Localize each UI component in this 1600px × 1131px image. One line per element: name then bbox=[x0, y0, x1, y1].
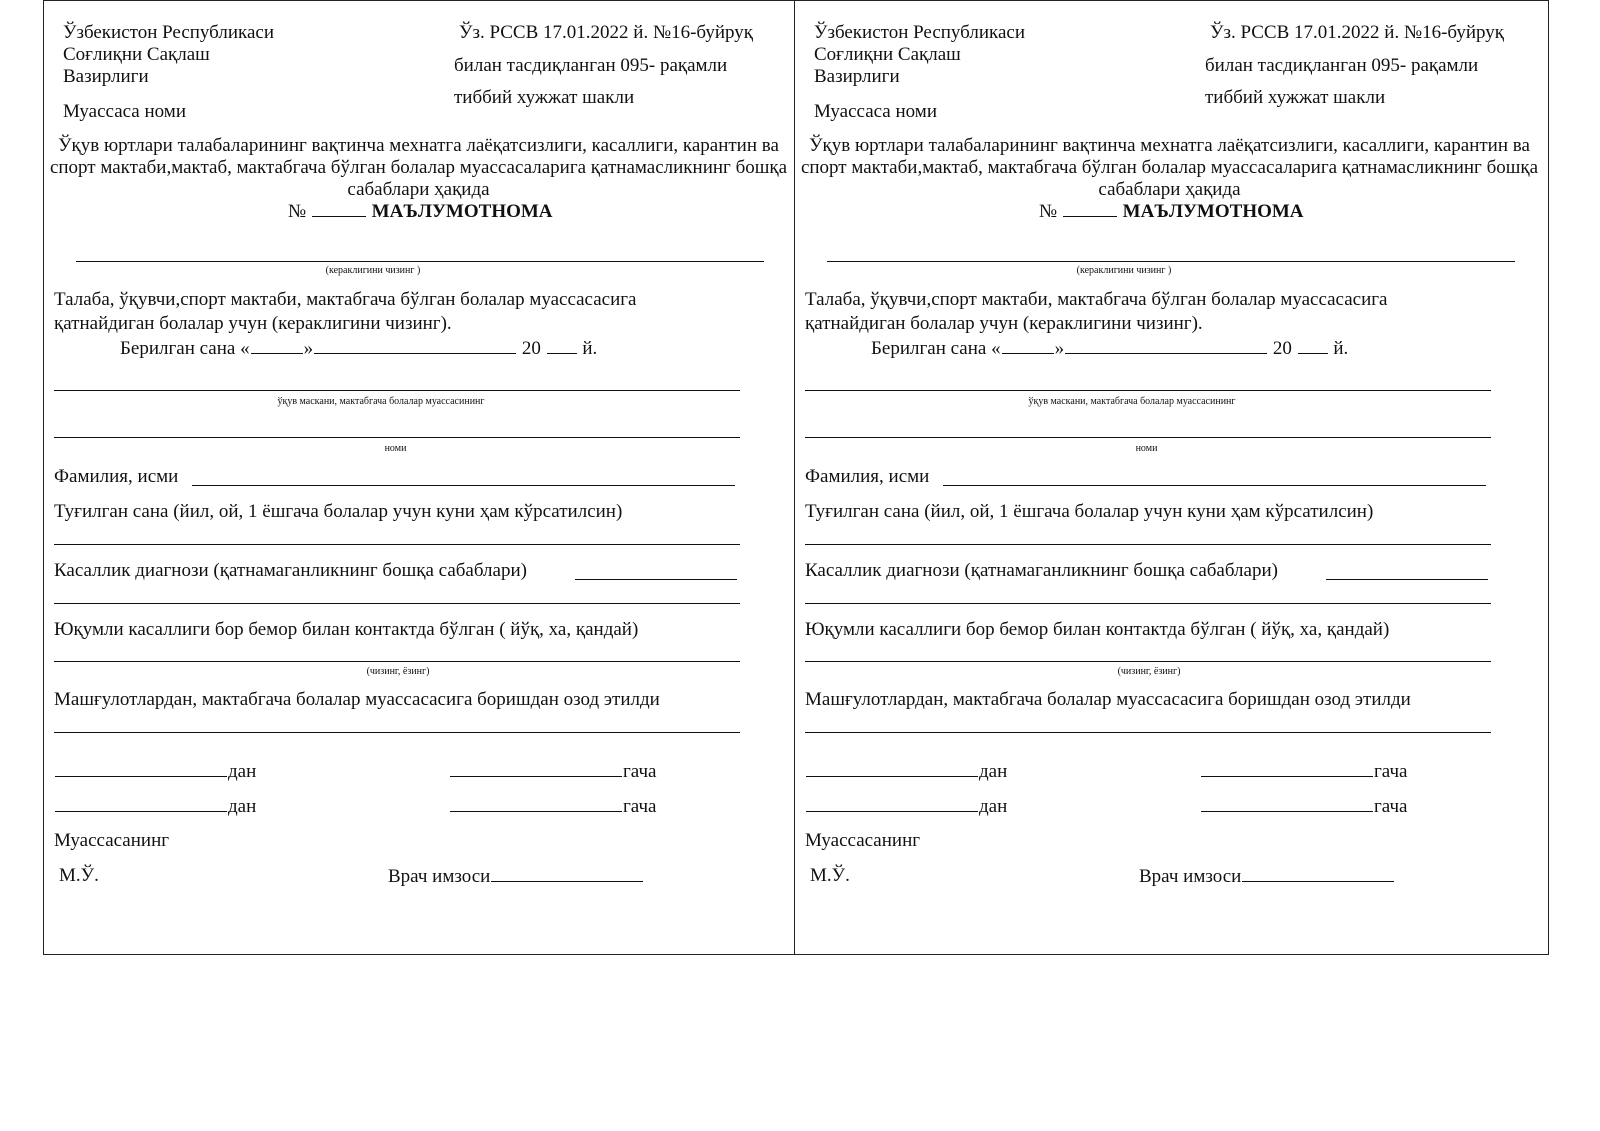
surname-label: Фамилия, исми bbox=[805, 466, 930, 487]
period-2-until-blank bbox=[450, 795, 622, 812]
period-1-from bbox=[805, 760, 1007, 783]
certificate-heading bbox=[288, 200, 553, 223]
number-sign: № bbox=[1039, 201, 1058, 222]
period-2-until-label: гача bbox=[623, 796, 657, 817]
certificate-heading bbox=[1039, 200, 1304, 223]
period-1-from-blank bbox=[806, 760, 978, 777]
contact-label: Юқумли касаллиги бор бемор билан контактда бўлган ( йўқ, ха, қандай) bbox=[54, 619, 639, 640]
period-1-until bbox=[1200, 760, 1407, 783]
diagnosis-line-inline bbox=[575, 579, 737, 580]
ministry-line-2: Соғлиқни Сақлаш bbox=[63, 44, 210, 65]
intro-line-2: қатнайдиган болалар учун (кераклигини чизинг). bbox=[805, 313, 1203, 334]
exemption-line bbox=[805, 732, 1491, 733]
period-1-until-blank bbox=[450, 760, 622, 777]
intro-line-2: қатнайдиган болалар учун (кераклигини чизинг). bbox=[54, 313, 452, 334]
certificate-number-blank bbox=[1063, 200, 1117, 217]
issue-year-prefix: 20 bbox=[521, 338, 541, 359]
period-1-until-blank bbox=[1201, 760, 1373, 777]
period-1-until bbox=[449, 760, 656, 783]
certificate-form-left bbox=[43, 0, 794, 955]
doctor-signature bbox=[388, 865, 644, 888]
document-title: МАЪЛУМОТНОМА bbox=[1122, 201, 1304, 222]
order-reference: Ўз. РССВ 17.01.2022 й. №16-буйруқ bbox=[1210, 22, 1504, 43]
stamp-label: М.Ў. bbox=[810, 865, 850, 886]
birth-date-label: Туғилган сана (йил, ой, 1 ёшгача болалар учун куни ҳам кўрсатилсин) bbox=[54, 501, 623, 522]
place-name-line bbox=[805, 437, 1491, 438]
issue-date-close: » bbox=[303, 338, 314, 359]
title-line-3: сабаблари ҳақида bbox=[347, 179, 490, 200]
ministry-line-1: Ўзбекистон Республикаси bbox=[814, 22, 1026, 43]
diagnosis-line bbox=[805, 603, 1491, 604]
form-type-line: тиббий хужжат шакли bbox=[454, 87, 635, 108]
doctor-signature-blank bbox=[491, 865, 643, 882]
period-2-until bbox=[1200, 795, 1407, 818]
contact-caption: (чизинг, ёзинг) bbox=[366, 666, 430, 677]
issue-year-blank bbox=[547, 337, 577, 354]
place-caption: ўқув маскани, мактабгача болалар муассасининг bbox=[277, 396, 485, 407]
place-line bbox=[54, 390, 740, 391]
order-reference: Ўз. РССВ 17.01.2022 й. №16-буйруқ bbox=[459, 22, 753, 43]
intro-line-1: Талаба, ўқувчи,спорт мактаби, мактабгача бўлган болалар муассасасига bbox=[805, 289, 1388, 310]
contact-label: Юқумли касаллиги бор бемор билан контактда бўлган ( йўқ, ха, қандай) bbox=[805, 619, 1390, 640]
place-name-caption: номи bbox=[384, 443, 407, 454]
issue-day-blank bbox=[1002, 337, 1054, 354]
period-1-from-label: дан bbox=[979, 761, 1008, 782]
exemption-label: Машғулотлардан, мактабгача болалар муассасасига боришдан озод этилди bbox=[54, 689, 660, 710]
place-name-caption: номи bbox=[1135, 443, 1158, 454]
ministry-line-1: Ўзбекистон Республикаси bbox=[63, 22, 275, 43]
institution-label: Муассаса номи bbox=[814, 101, 937, 122]
period-2-from-label: дан bbox=[228, 796, 257, 817]
issue-day-blank bbox=[251, 337, 303, 354]
period-2-from bbox=[805, 795, 1007, 818]
issue-year-blank bbox=[1298, 337, 1328, 354]
approval-line: билан тасдиқланган 095- рақамли bbox=[454, 55, 728, 76]
issue-year-suffix: й. bbox=[582, 338, 598, 359]
institution-footer-label: Муассасанинг bbox=[805, 830, 921, 851]
birth-date-label: Туғилган сана (йил, ой, 1 ёшгача болалар учун куни ҳам кўрсатилсин) bbox=[805, 501, 1374, 522]
doctor-signature-label: Врач имзоси bbox=[1139, 866, 1242, 887]
ministry-line-3: Вазирлиги bbox=[814, 66, 900, 87]
issue-date-label: Берилган сана « bbox=[120, 338, 250, 359]
surname-line bbox=[192, 485, 735, 486]
issue-month-blank bbox=[314, 337, 516, 354]
surname-line bbox=[943, 485, 1486, 486]
title-line-3: сабаблари ҳақида bbox=[1098, 179, 1241, 200]
issue-year-prefix: 20 bbox=[1272, 338, 1292, 359]
institution-label: Муассаса номи bbox=[63, 101, 186, 122]
period-2-from-blank bbox=[806, 795, 978, 812]
document-title: МАЪЛУМОТНОМА bbox=[371, 201, 553, 222]
approval-line: билан тасдиқланган 095- рақамли bbox=[1205, 55, 1479, 76]
period-1-until-label: гача bbox=[623, 761, 657, 782]
exemption-label: Машғулотлардан, мактабгача болалар муассасасига боришдан озод этилди bbox=[805, 689, 1411, 710]
cross-out-caption: (кераклигини чизинг ) bbox=[1076, 265, 1172, 276]
title-line-2: спорт мактаби,мактаб, мактабгача бўлган болалар муассасаларига қатнамасликнинг бошқа bbox=[800, 157, 1539, 178]
ministry-line-2: Соғлиқни Сақлаш bbox=[814, 44, 961, 65]
diagnosis-label: Касаллик диагнози (қатнамаганликнинг бошқа сабаблари) bbox=[805, 560, 1278, 581]
issue-date-row bbox=[871, 337, 1348, 360]
period-1-from-label: дан bbox=[228, 761, 257, 782]
title-line-2: спорт мактаби,мактаб, мактабгача бўлган болалар муассасаларига қатнамасликнинг бошқа bbox=[49, 157, 788, 178]
cross-out-caption: (кераклигини чизинг ) bbox=[325, 265, 421, 276]
stamp-label: М.Ў. bbox=[59, 865, 99, 886]
issue-month-blank bbox=[1065, 337, 1267, 354]
institution-footer-label: Муассасанинг bbox=[54, 830, 170, 851]
diagnosis-line-inline bbox=[1326, 579, 1488, 580]
place-caption: ўқув маскани, мактабгача болалар муассасининг bbox=[1028, 396, 1236, 407]
period-2-until-blank bbox=[1201, 795, 1373, 812]
exemption-line bbox=[54, 732, 740, 733]
certificate-number-blank bbox=[312, 200, 366, 217]
contact-caption: (чизинг, ёзинг) bbox=[1117, 666, 1181, 677]
period-2-from-blank bbox=[55, 795, 227, 812]
contact-line bbox=[805, 661, 1491, 662]
form-type-line: тиббий хужжат шакли bbox=[1205, 87, 1386, 108]
period-2-until-label: гача bbox=[1374, 796, 1408, 817]
diagnosis-line bbox=[54, 603, 740, 604]
doctor-signature-blank bbox=[1242, 865, 1394, 882]
issue-year-suffix: й. bbox=[1333, 338, 1349, 359]
issue-date-close: » bbox=[1054, 338, 1065, 359]
title-line-1: Ўқув юртлари талабаларининг вақтинча мехнатга лаёқатсизлиги, касаллиги, карантин ва bbox=[809, 135, 1530, 156]
title-line-1: Ўқув юртлари талабаларининг вақтинча мехнатга лаёқатсизлиги, касаллиги, карантин ва bbox=[58, 135, 779, 156]
doctor-signature bbox=[1139, 865, 1395, 888]
birth-date-line bbox=[805, 544, 1491, 545]
intro-line-1: Талаба, ўқувчи,спорт мактаби, мактабгача бўлган болалар муассасасига bbox=[54, 289, 637, 310]
period-1-from bbox=[54, 760, 256, 783]
certificate-form-right bbox=[794, 0, 1545, 955]
surname-label: Фамилия, исми bbox=[54, 466, 179, 487]
period-2-from bbox=[54, 795, 256, 818]
issue-date-row bbox=[120, 337, 597, 360]
period-2-from-label: дан bbox=[979, 796, 1008, 817]
ministry-line-3: Вазирлиги bbox=[63, 66, 149, 87]
diagnosis-label: Касаллик диагнози (қатнамаганликнинг бошқа сабаблари) bbox=[54, 560, 527, 581]
cross-out-line bbox=[76, 261, 764, 262]
issue-date-label: Берилган сана « bbox=[871, 338, 1001, 359]
place-line bbox=[805, 390, 1491, 391]
birth-date-line bbox=[54, 544, 740, 545]
doctor-signature-label: Врач имзоси bbox=[388, 866, 491, 887]
number-sign: № bbox=[288, 201, 307, 222]
period-1-from-blank bbox=[55, 760, 227, 777]
cross-out-line bbox=[827, 261, 1515, 262]
place-name-line bbox=[54, 437, 740, 438]
period-2-until bbox=[449, 795, 656, 818]
period-1-until-label: гача bbox=[1374, 761, 1408, 782]
contact-line bbox=[54, 661, 740, 662]
